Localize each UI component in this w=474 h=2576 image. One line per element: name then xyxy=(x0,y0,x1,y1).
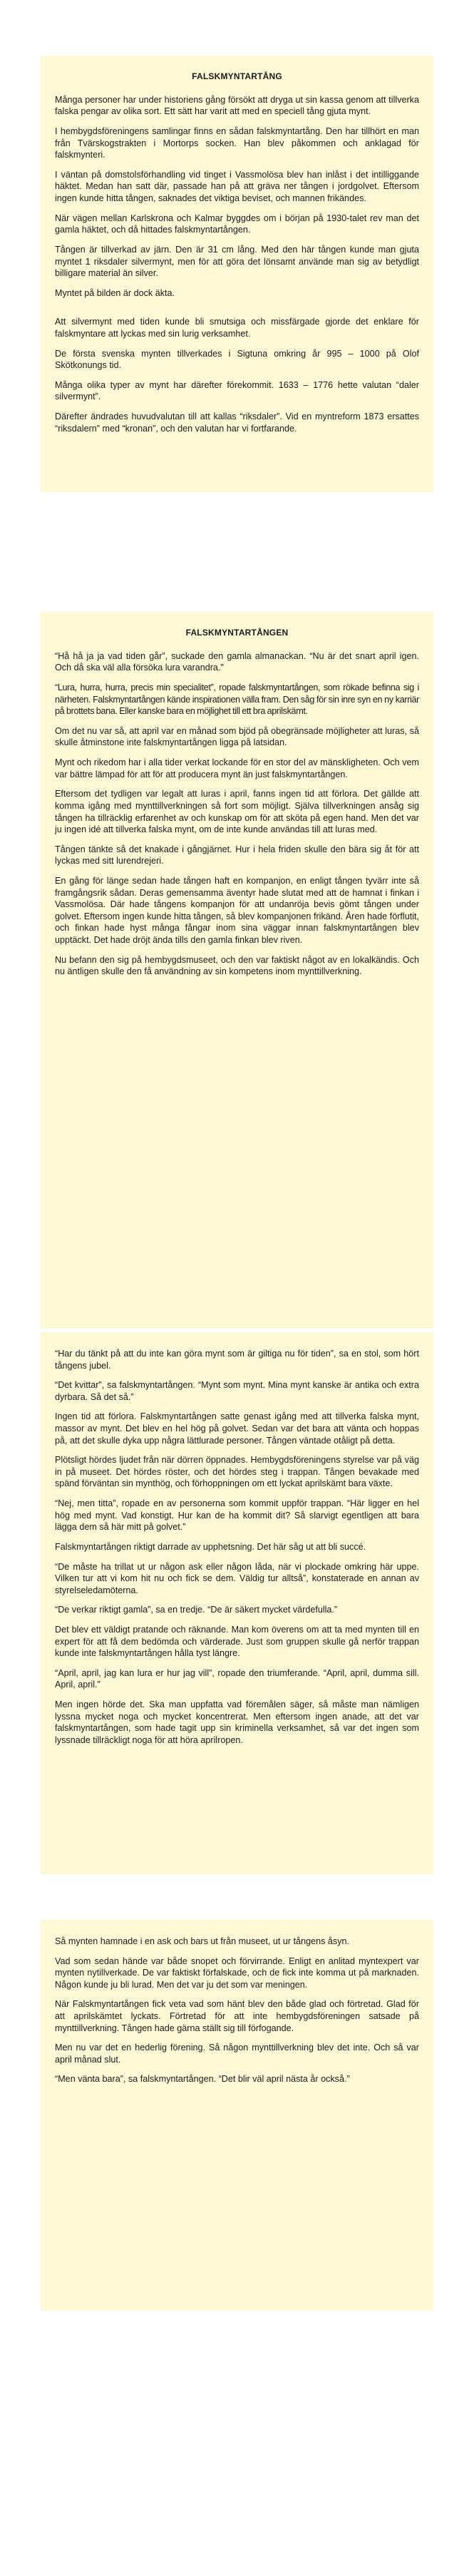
paragraph: “Det kvittar”, sa falskmyntartången. “Mynt som mynt. Mina mynt kanske är antika och extra dyrbara. Så det så.” xyxy=(55,1380,419,1402)
paragraph: Det blev ett väldigt pratande och räknande. Man kom överens om att ta med mynten till en expert för att få dem bedömda och värderade. Just som gruppen skulle gå nerför trappan kunde inte falskmyntartången hålla tyst längre. xyxy=(55,1624,419,1659)
article-panel-history xyxy=(41,56,433,492)
paragraph: “De verkar riktigt gamla”, sa en tredje. “De är säkert mycket värdefulla.” xyxy=(55,1605,338,1615)
paragraph: De första svenska mynten tillverkades i Sigtuna omkring år 995 – 1000 på Olof Skötkonungs tid. xyxy=(55,348,419,371)
paragraph: Falskmyntartången riktigt darrade av upphetsning. Det här såg ut att bli succé. xyxy=(55,1541,366,1552)
story-panel-part-3 xyxy=(41,1920,433,2311)
paragraph: I hembygdsföreningens samlingar finns en sådan falskmyntartång. Den har tillhört en man från Tvärskogstrakten i Mortorps socken. Han blev påkommen och anklagad för falskmynteri. xyxy=(55,126,419,160)
paragraph: “Men vänta bara”, sa falskmyntartången. “Det blir väl april nästa år också.” xyxy=(55,2074,350,2085)
paragraph: Så mynten hamnade i en ask och bars ut från museet, ut ur tångens åsyn. xyxy=(55,1936,350,1946)
paragraph: “Har du tänkt på att du inte kan göra mynt som är giltiga nu för tiden”, sa en stol, som hört tångens jubel. xyxy=(55,1349,419,1371)
paragraph: När vägen mellan Karlskrona och Kalmar byggdes om i början på 1930-talet rev man det gamla häktet, och då hittades falskmyntartången. xyxy=(55,213,419,235)
paragraph: Men ingen hörde det. Ska man uppfatta vad föremålen säger, så måste man nämligen lyssna mycket noga och mycket koncentrerat. Men eftersom ingen anade, att det var falskmyntartången, som hade tagit upp sin kriminella verksamhet, så var det ingen som lyssnade tillräckligt noga för att höra aprilropen. xyxy=(55,1700,419,1745)
section-title: FALSKMYNTARTÅNG xyxy=(192,71,282,81)
paragraph: “Hå hå ja ja vad tiden går”, suckade den gamla almanackan. “Nu är det snart april igen. Och då ska väl alla försöka lura varandra.” xyxy=(55,650,419,673)
paragraph: Mynt och rikedom har i alla tider verkat lockande för en stor del av mänskligheten. Och vem var bättre lämpad för att för att producera mynt än just falskmyntartången. xyxy=(55,757,419,780)
paragraph: Vad som sedan hände var både snopet och förvirrande. Enligt en anlitad myntexpert var mynten nytillverkade. De var faktiskt förfalskade, och de fick inte komma ut på marknaden. Någon kunde ju bli lurad. Men det var ju det som var meningen. xyxy=(55,1956,419,1990)
paragraph: Många olika typer av mynt har därefter förekommit. 1633 – 1776 hette valutan “daler silvermynt”. xyxy=(55,379,419,402)
paragraph: Många personer har under historiens gång försökt att dryga ut sin kassa genom att tillverka falska pengar av olika sort. Ett sätt har varit att med en speciell tång gjuta mynt. xyxy=(55,94,419,117)
paragraph: Att silvermynt med tiden kunde bli smutsiga och missfärgade gjorde det enklare för falskmyntare att lyckas med sin lurig verksamhet. xyxy=(55,317,419,339)
story-panel-part-2 xyxy=(41,1332,433,1874)
paragraph: När Falskmyntartången fick veta vad som hänt blev den både glad och förtretad. Glad för att aprilskämtet lyckats. Förtretad för att inte hembygdsföreningen satsade på mynttillverkning. Tången hade gärna ställt sig till förfogande. xyxy=(55,1999,419,2033)
paragraph: Tången tänkte så det knakade i gångjärnet. Hur i hela friden skulle den bära sig åt för att lyckas med sitt lurendrejeri. xyxy=(55,844,419,867)
paragraph: “De måste ha trillat ut ur någon ask eller någon låda, när vi plockade omkring här uppe. Vilken tur att vi kom hit nu och fick se dem. Väldig tur alltså”, konstaterade en annan av styrelseledamöterna. xyxy=(55,1561,419,1595)
paragraph: Därefter ändrades huvudvalutan till att kallas “riksdaler”. Vid en myntreform 1873 ersattes “riksdalern” med “kronan”, och den valutan har vi fortfarande. xyxy=(55,412,419,434)
paragraph: “April, april, jag kan lura er hur jag vill”, ropade den triumferande. “April, april, dumma sill. April, april.” xyxy=(55,1667,419,1690)
paragraph: Plötsligt hördes ljudet från när dörren öppnades. Hembygdsföreningens styrelse var på väg in på museet. Det hördes röster, och det hördes steg i trappan. Tången bevakade med spänd förväntan sin mynthög, och förhoppningen om ett lyckat aprilskämt bara växte. xyxy=(55,1455,419,1489)
paragraph: “Lura, hurra, hurra, precis min specialitet”, ropade falskmyntartången, som rökade befinna sig i närheten. Falskmyntartången kände inspirationen välla fram. Den såg för sin inre syn en ny karriär på brottets bana. Eller kanske bara en möjlighet till ett bra aprilskämt. xyxy=(55,683,419,717)
section-title: FALSKMYNTARTÅNGEN xyxy=(185,628,289,638)
paragraph: “Nej, men titta”, ropade en av personerna som kommit uppför trappan. “Här ligger en hel hög med mynt. Vad konstigt. Hur kan de ha kommit dit? Så slarvigt egentligen att bara lägga dem så här mitt på golvet.” xyxy=(55,1498,419,1533)
paragraph: En gång för länge sedan hade tången haft en kompanjon, en enligt tången tyvärr inte så framgångsrik sådan. Deras gemensamma äventyr hade slutat med att de hamnat i finkan i Vassmolösa. Där hade tångens kompanjon för att undanröja bevis gömt tången under golvet. Eftersom ingen kunde hitta tången, så blev kompanjonen frikänd. Åren hade förflutit, och finkan hade hyst många fångar inom sina väggar innan falskmyntartången blev upptäckt. Det hade dröjt ända tills den gamla finkan blev riven. xyxy=(55,875,419,946)
paragraph: Eftersom det tydligen var legalt att luras i april, fanns ingen tid att förlora. Det gällde att komma igång med mynttillverkningen så fort som möjligt. Själva tillverkningen ansåg sig tången ha tillräcklig erfarenhet av och kunskap om för att sköta på egen hand. Men det var ju ingen idé att tillverka falska mynt, om de inte kunde användas till att luras med. xyxy=(55,789,419,835)
paragraph: Nu befann den sig på hembygdsmuseet, och den var faktiskt något av en lokalkändis. Och nu äntligen skulle den få användning av sin kompetens inom mynttillverkning. xyxy=(55,954,419,977)
paragraph: Men nu var det en hederlig förening. Så någon mynttillverkning blev det inte. Och så var april månad slut. xyxy=(55,2043,419,2065)
paragraph: I väntan på domstolsförhandling vid tinget i Vassmolösa blev han inlåst i det intilliggande häktet. Medan han satt där, passade han på att gräva ner tången i jordgolvet. Eftersom ingen kunde hitta tången, saknades det viktiga beviset, och mannen frikändes. xyxy=(55,169,419,204)
paragraph: Myntet på bilden är dock äkta. xyxy=(55,287,175,298)
story-panel-part-1 xyxy=(41,612,433,1329)
paragraph: Om det nu var så, att april var en månad som bjöd på obegränsade möjligheter att luras, så skulle åtminstone inte falskmyntartången ligga på latsidan. xyxy=(55,725,419,748)
paragraph: Ingen tid att förlora. Falskmyntartången satte genast igång med att tillverka falska mynt, massor av mynt. Det blev en hel hög på golvet. Sedan var det bara att vänta och hoppas på, att det skulle dyka upp några lättlurade personer. Tången väntade otåligt på detta. xyxy=(55,1411,419,1446)
paragraph: Tången är tillverkad av järn. Den är 31 cm lång. Med den här tången kunde man gjuta myntet 1 riksdaler silvermynt, men för att göra det lönsamt använde man sig av betydligt billigare material än silver. xyxy=(55,244,419,279)
